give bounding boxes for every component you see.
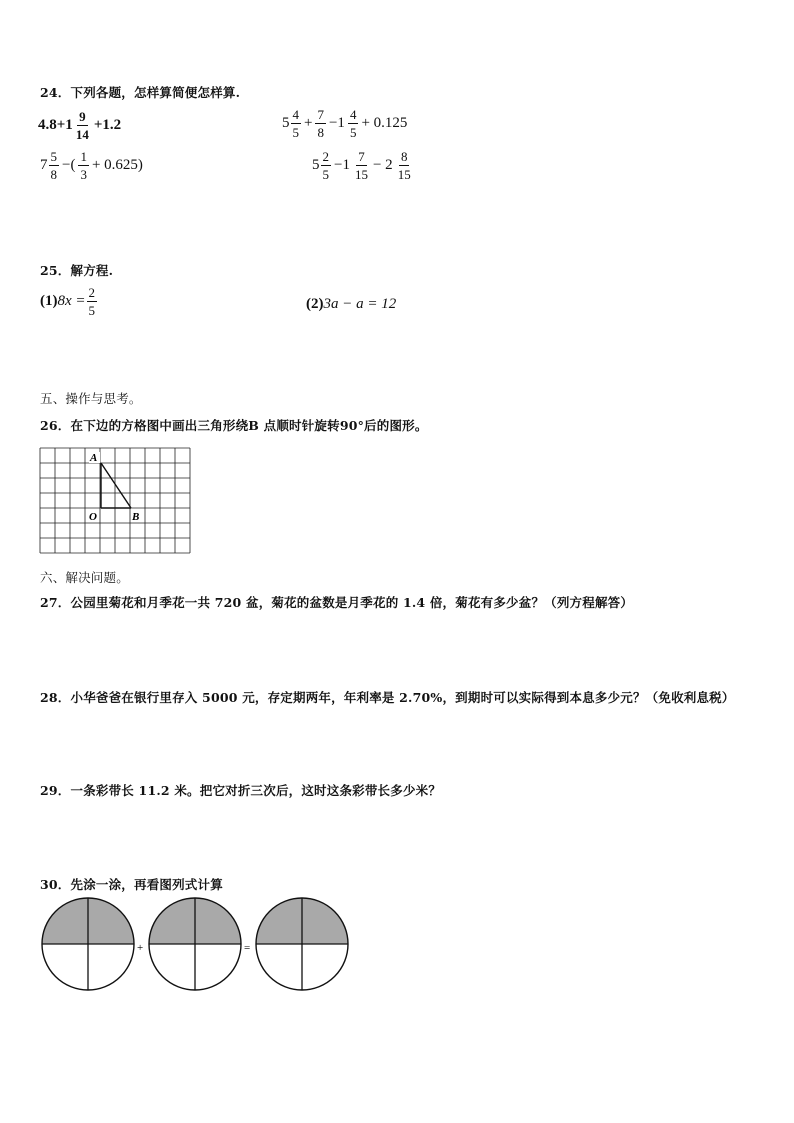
fraction [87,286,98,317]
equation-label: (2) [306,296,324,312]
point-o-label: O [89,511,97,523]
triangle-side-ab [101,463,131,508]
circle-1 [42,898,134,990]
fraction-numerator: 1 [80,149,87,164]
fraction-denominator: 3 [80,167,87,182]
q30-title: 30．先涂一涂，再看图列式计算 [40,877,223,892]
fraction-numerator: 2 [322,149,329,164]
whole-number: 5 [312,157,320,173]
fraction-denominator: 8 [317,125,324,140]
fraction-numerator: 4 [349,107,357,122]
fraction [49,150,60,181]
rotation-grid [38,446,196,558]
operator: + 0.625) [91,157,143,173]
operator: −1 [334,157,350,173]
fraction [348,108,359,139]
expr1-tail: +1.2 [93,117,122,133]
q24-expr4 [312,150,414,181]
q24-expr1 [38,110,123,141]
fraction-numerator: 7 [317,107,324,122]
fraction-circles [38,896,354,996]
q24-title: 24．下列各题，怎样算简便怎样算. [40,85,241,100]
circle-2 [149,898,241,990]
fraction-denominator: 5 [292,125,299,140]
operator: + 0.125 [361,115,408,131]
fraction [321,150,332,181]
equation-lhs: 8x = [57,293,86,309]
q24-expr3 [40,150,145,181]
point-b-label: B [132,511,140,523]
fraction-denominator: 15 [354,167,368,182]
fraction-denominator: 5 [322,167,329,182]
fraction [396,150,413,181]
plus-sign: + [137,942,144,954]
fraction-numerator: 2 [88,285,96,300]
fraction-numerator: 7 [358,149,365,164]
q25-title: 25．解方程. [40,263,114,278]
operator: − 2 [372,157,393,173]
circle-3 [256,898,348,990]
q26-title: 26．在下边的方格图中画出三角形绕B 点顺时针旋转90°后的图形。 [40,418,428,433]
whole-number: 5 [282,115,290,131]
fraction [291,108,302,139]
section-6-heading: 六、解决问题。 [40,570,129,585]
fraction-denominator: 8 [50,167,57,182]
equals-sign: = [244,942,251,954]
fraction-numerator: 5 [50,149,57,164]
q25-equation-1 [40,286,98,317]
point-a-label: A [90,452,98,464]
fraction-numerator: 4 [292,107,299,122]
operator: −( [62,157,76,173]
fraction-denominator: 5 [349,125,357,140]
fraction [315,108,326,139]
fraction [353,150,370,181]
operator: + [304,115,313,131]
expr1-fraction [74,110,91,141]
q27-title: 27．公园里菊花和月季花一共 720 盆，菊花的盆数是月季花的 1.4 倍，菊花有多少盆？（列方程解答） [40,595,634,610]
equation-label: (1) [40,293,58,309]
fraction-numerator: 9 [79,109,86,124]
fraction-denominator: 14 [75,127,89,142]
q29-title: 29．一条彩带长 11.2 米。把它对折三次后，这时这条彩带长多少米？ [40,783,442,798]
whole-number: 7 [40,157,48,173]
q25-equation-2 [306,296,396,313]
fraction-denominator: 5 [88,303,96,318]
equation-text: 3a − a = 12 [323,296,397,312]
section-5-heading: 五、操作与思考。 [40,391,142,406]
operator: −1 [328,115,345,131]
fraction-denominator: 15 [397,167,411,182]
fraction-numerator: 8 [400,149,408,164]
expr1-lead: 4.8+1 [38,117,73,133]
fraction [78,150,89,181]
q24-expr2 [282,108,409,139]
q28-title: 28．小华爸爸在银行里存入 5000 元，存定期两年，年利率是 2.70%，到期时可以实际得到本息多少元？（免收利息税） [40,690,735,705]
